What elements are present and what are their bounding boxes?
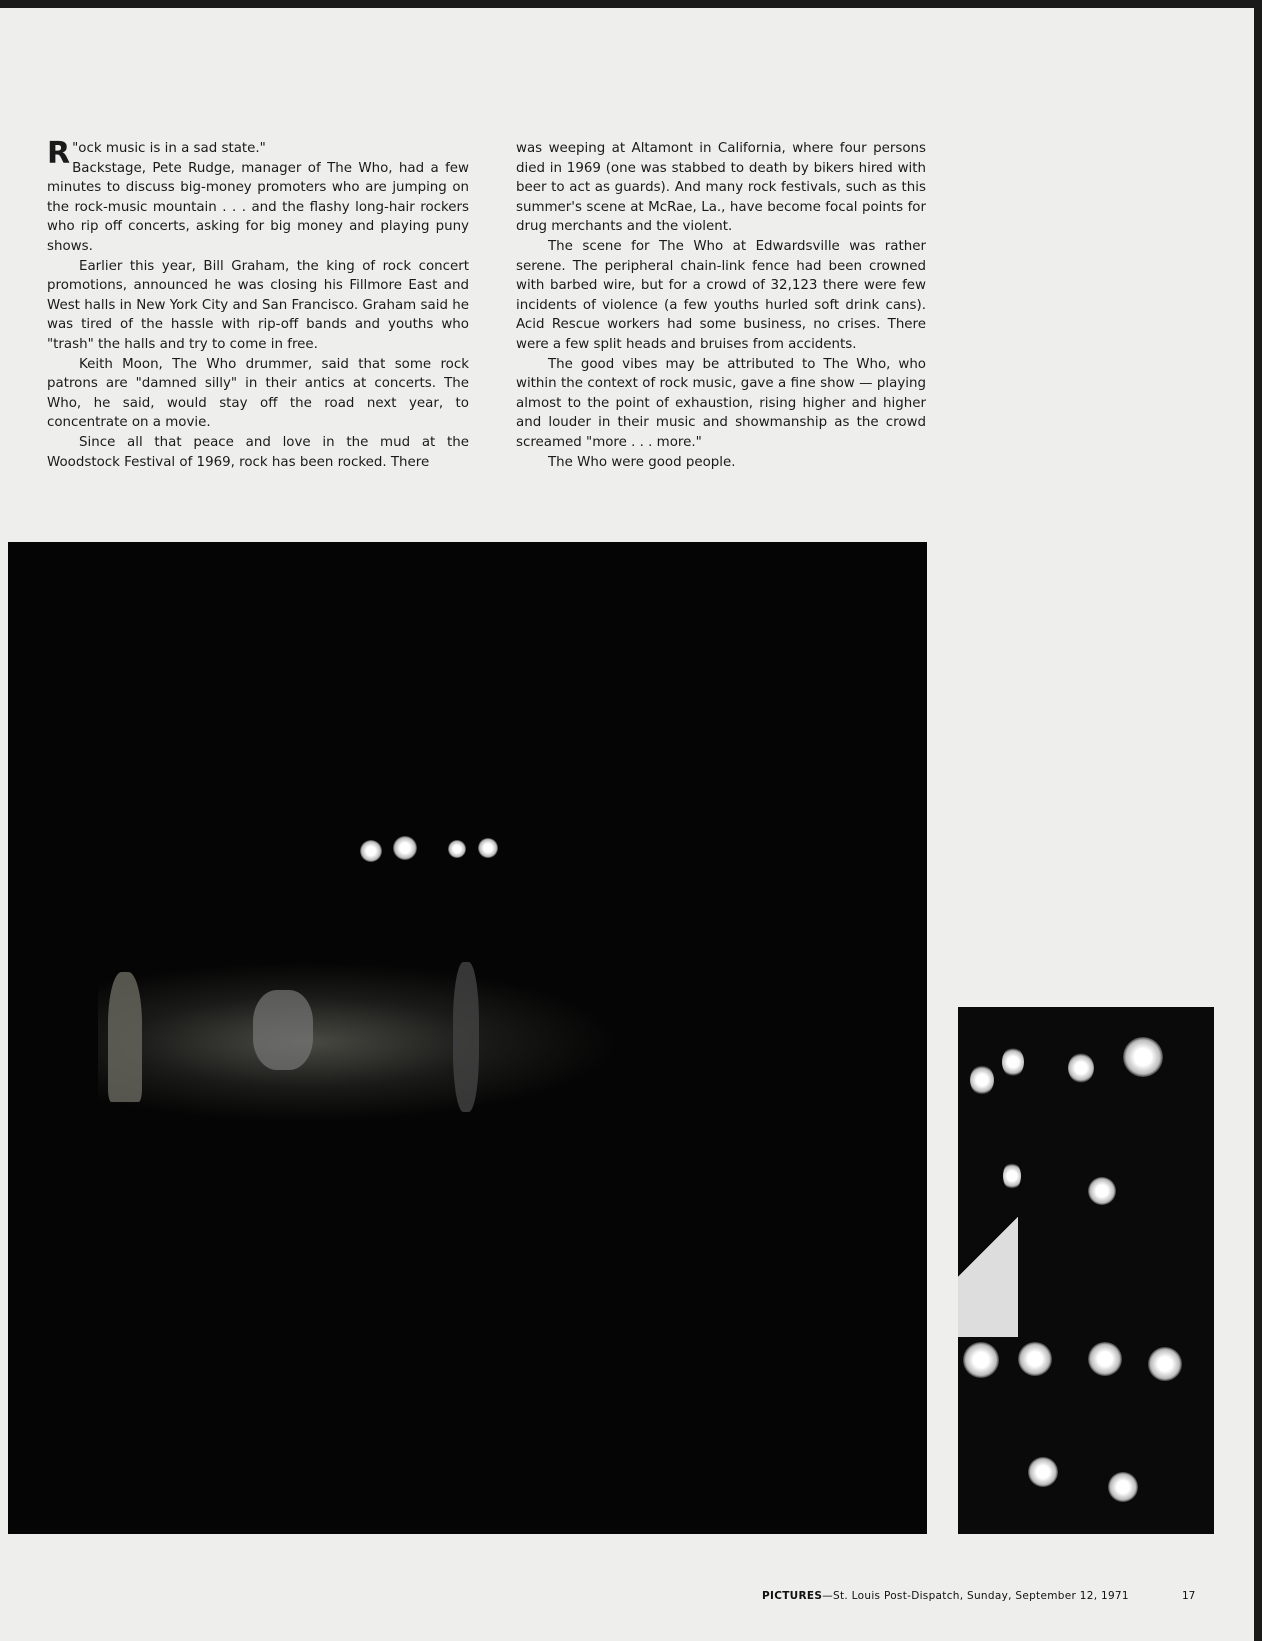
opening-quote: "ock music is in a sad state." bbox=[72, 141, 266, 156]
article-paragraph: Backstage, Pete Rudge, manager of The Who, had a few minutes to discuss big-money promoters who are jumping on the rock-music mountain . . . and the flashy long-hair rockers who rip off concerts, asking for big money and playing puny shows. bbox=[47, 160, 469, 254]
article-opening bbox=[47, 136, 469, 171]
article-left-column bbox=[47, 136, 469, 472]
article-paragraph: was weeping at Altamont in California, where four persons died in 1969 (one was stabbed to death by bikers hired with beer to act as guards). And many rock festivals, such as this summer's scene at McRae, La., have become focal points for drug merchants and the violent. bbox=[516, 141, 926, 235]
page-footer bbox=[762, 1590, 1129, 1602]
article-paragraph: Since all that peace and love in the mud at the Woodstock Festival of 1969, rock has been rocked. There bbox=[47, 434, 469, 470]
article-paragraph: Earlier this year, Bill Graham, the king of rock concert promotions, announced he was closing his Fillmore East and West halls in New York City and San Francisco. Graham said he was tired of the hassle with rip-off bands and youths who "trash" the halls and try to come in free. bbox=[47, 258, 469, 352]
drop-cap: R bbox=[47, 136, 71, 171]
article-right-column bbox=[516, 139, 926, 472]
article-paragraph: The scene for The Who at Edwardsville was rather serene. The peripheral chain-link fence had been crowned with barbed wire, but for a crowd of 32,123 there were few incidents of violence (a few youths hurled soft drink cans). Acid Rescue workers had some business, no crises. There were a few split heads and bruises from accidents. bbox=[516, 238, 926, 352]
article-paragraph: Keith Moon, The Who drummer, said that some rock patrons are "damned silly" in their antics at concerts. The Who, he said, would stay off the road next year, to concentrate on a movie. bbox=[47, 356, 469, 431]
page-number: 17 bbox=[1182, 1590, 1196, 1602]
article-paragraph: The Who were good people. bbox=[548, 454, 736, 470]
stage-lights-photo bbox=[958, 1007, 1214, 1534]
footer-dateline: —St. Louis Post-Dispatch, Sunday, September 12, 1971 bbox=[822, 1590, 1129, 1602]
concert-stage-photo bbox=[8, 542, 927, 1534]
section-name: PICTURES bbox=[762, 1590, 823, 1602]
article-paragraph: The good vibes may be attributed to The Who, who within the context of rock music, gave a fine show — playing almost to the point of exhaustion, rising higher and higher and louder in their music and showmanship as the crowd screamed "more . . . more." bbox=[516, 356, 926, 450]
